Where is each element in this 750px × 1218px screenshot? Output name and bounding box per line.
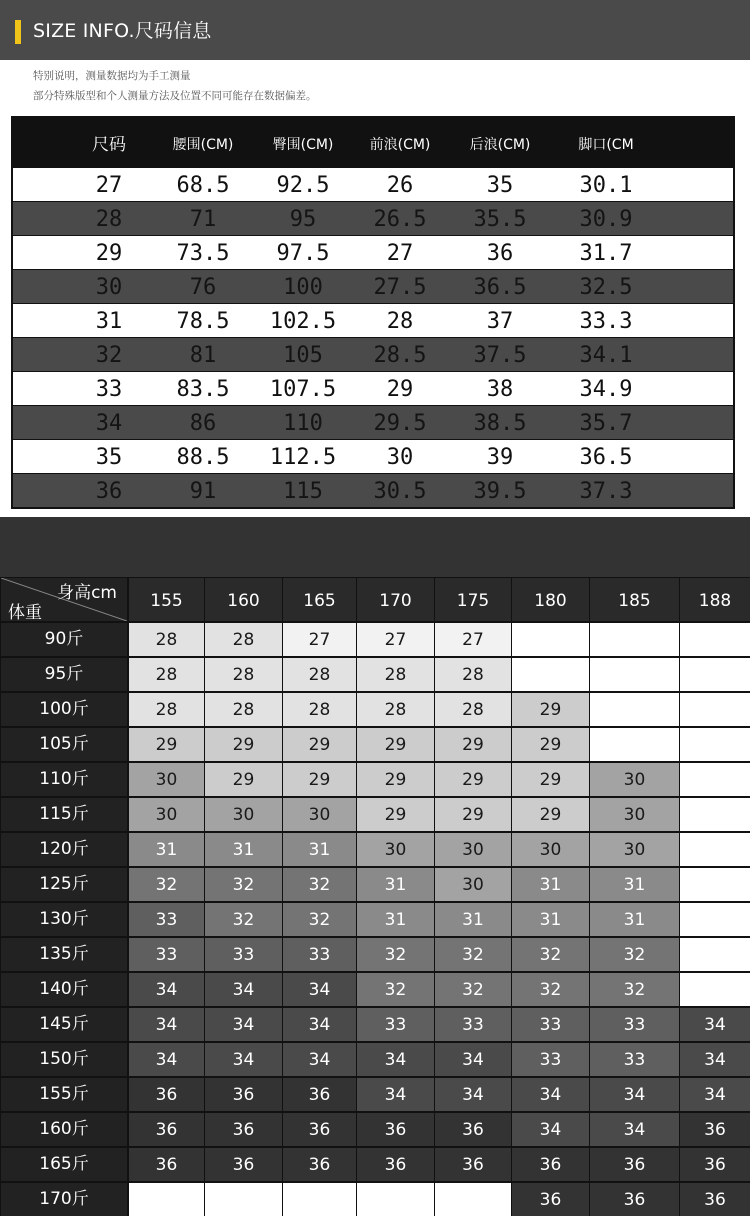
- grid-size-cell: 31: [357, 903, 434, 936]
- size-table-cell: 27.5: [373, 275, 427, 300]
- grid-size-cell: 33: [129, 903, 204, 936]
- grid-size-cell: 34: [590, 1078, 679, 1111]
- size-table-cell: 37.3: [579, 479, 633, 504]
- grid-size-cell: 34: [129, 1043, 204, 1076]
- size-table-cell: 105: [283, 343, 323, 368]
- grid-size-cell: [680, 868, 750, 901]
- size-table-cell: 36: [486, 241, 514, 266]
- size-table-cell: 95: [289, 207, 317, 232]
- grid-size-cell: 27: [357, 623, 434, 656]
- grid-size-cell: 29: [435, 798, 511, 831]
- grid-top-band: [0, 517, 750, 577]
- size-table-cell: 107.5: [269, 377, 337, 402]
- grid-size-cell: 30: [512, 833, 589, 866]
- grid-size-cell: 29: [205, 763, 282, 796]
- grid-height-header: 170: [357, 578, 434, 621]
- grid-size-cell: 31: [435, 903, 511, 936]
- grid-height-header: 165: [283, 578, 356, 621]
- grid-size-cell: 36: [435, 1113, 511, 1146]
- size-table-cell: 33.3: [579, 309, 633, 334]
- size-table-row: [13, 168, 733, 201]
- grid-size-cell: 28: [357, 658, 434, 691]
- grid-weight-label: 140斤: [1, 973, 127, 1006]
- grid-size-cell: 29: [357, 763, 434, 796]
- size-table-cell: 30: [386, 445, 414, 470]
- grid-size-cell: 36: [512, 1183, 589, 1216]
- size-table-cell: 27: [95, 173, 123, 198]
- grid-size-cell: 33: [590, 1043, 679, 1076]
- grid-size-cell: 34: [283, 1008, 356, 1041]
- grid-size-cell: 34: [205, 1043, 282, 1076]
- grid-size-cell: 31: [129, 833, 204, 866]
- grid-size-cell: 34: [283, 973, 356, 1006]
- grid-size-cell: 34: [129, 1008, 204, 1041]
- grid-size-cell: 29: [512, 798, 589, 831]
- size-table-cell: 37.5: [473, 343, 527, 368]
- size-table-cell: 29: [386, 377, 414, 402]
- grid-size-cell: 32: [435, 973, 511, 1006]
- size-table-cell: 33: [95, 377, 123, 402]
- size-table-cell: 81: [189, 343, 217, 368]
- grid-weight-label: 100斤: [1, 693, 127, 726]
- grid-weight-label: 145斤: [1, 1008, 127, 1041]
- grid-height-header: 180: [512, 578, 589, 621]
- size-table-header: [11, 116, 735, 168]
- size-table-cell: 36.5: [579, 445, 633, 470]
- grid-size-cell: 34: [590, 1113, 679, 1146]
- grid-size-cell: 30: [205, 798, 282, 831]
- grid-size-cell: [680, 833, 750, 866]
- grid-size-cell: 32: [205, 868, 282, 901]
- grid-size-cell: 36: [205, 1078, 282, 1111]
- size-table-cell: 30.1: [579, 173, 633, 198]
- grid-size-cell: 33: [205, 938, 282, 971]
- grid-weight-label: 150斤: [1, 1043, 127, 1076]
- grid-size-cell: 34: [512, 1113, 589, 1146]
- size-table-cell: 68.5: [176, 173, 230, 198]
- size-table-row: [13, 406, 733, 439]
- grid-size-cell: 29: [435, 763, 511, 796]
- size-table-cell: 86: [189, 411, 217, 436]
- size-table-cell: 29: [95, 241, 123, 266]
- size-table-cell: 35.7: [579, 411, 633, 436]
- size-table-cell: 34.1: [579, 343, 633, 368]
- grid-weight-label: 95斤: [1, 658, 127, 691]
- grid-size-cell: [129, 1183, 204, 1216]
- grid-size-cell: 31: [590, 868, 679, 901]
- grid-size-cell: [680, 623, 750, 656]
- page-header: [0, 0, 750, 60]
- grid-size-cell: [680, 973, 750, 1006]
- grid-size-cell: 34: [512, 1078, 589, 1111]
- size-table-cell: 78.5: [176, 309, 230, 334]
- size-table-cell: 31: [95, 309, 123, 334]
- grid-size-cell: 30: [435, 868, 511, 901]
- grid-size-cell: 36: [129, 1113, 204, 1146]
- grid-size-cell: 33: [512, 1008, 589, 1041]
- grid-weight-label: 130斤: [1, 903, 127, 936]
- grid-size-cell: 34: [680, 1078, 750, 1111]
- grid-size-cell: 31: [357, 868, 434, 901]
- grid-size-cell: 30: [129, 798, 204, 831]
- grid-size-cell: 28: [435, 658, 511, 691]
- size-table-cell: 29.5: [373, 411, 427, 436]
- grid-size-cell: [512, 623, 589, 656]
- grid-size-cell: 34: [357, 1078, 434, 1111]
- grid-size-cell: 32: [590, 973, 679, 1006]
- grid-size-cell: 34: [357, 1043, 434, 1076]
- grid-size-cell: 32: [512, 973, 589, 1006]
- size-table-cell: 83.5: [176, 377, 230, 402]
- size-table-header-cell: 臀围(CM): [272, 137, 334, 153]
- grid-size-cell: 29: [283, 763, 356, 796]
- grid-size-cell: 32: [512, 938, 589, 971]
- size-table-cell: 34: [95, 411, 123, 436]
- header-accent-bar: [15, 20, 21, 44]
- size-table-cell: 30.9: [579, 207, 633, 232]
- size-table-cell: 35.5: [473, 207, 527, 232]
- size-table-header-cell: 尺码: [92, 135, 126, 155]
- size-table-header-cell: 腰围(CM): [172, 137, 234, 153]
- grid-weight-label: 90斤: [1, 623, 127, 656]
- size-table-cell: 31.7: [579, 241, 633, 266]
- grid-size-cell: 36: [357, 1113, 434, 1146]
- grid-size-cell: 28: [129, 623, 204, 656]
- size-table-cell: 112.5: [269, 445, 337, 470]
- grid-size-cell: 32: [590, 938, 679, 971]
- size-table-cell: 34.9: [579, 377, 633, 402]
- measurement-notes: [33, 66, 317, 106]
- size-table-cell: 38: [486, 377, 514, 402]
- size-table-cell: 88.5: [176, 445, 230, 470]
- size-table-cell: 97.5: [276, 241, 330, 266]
- grid-size-cell: 29: [205, 728, 282, 761]
- grid-size-cell: [357, 1183, 434, 1216]
- grid-size-cell: 36: [512, 1148, 589, 1181]
- grid-corner-cell: [1, 578, 127, 621]
- grid-size-cell: [283, 1183, 356, 1216]
- grid-size-cell: 29: [512, 763, 589, 796]
- grid-size-cell: 36: [590, 1183, 679, 1216]
- note-line-1: 特别说明，测量数据均为手工测量: [33, 70, 191, 82]
- grid-size-cell: 31: [512, 903, 589, 936]
- size-table-cell: 32.5: [579, 275, 633, 300]
- grid-size-cell: 34: [680, 1008, 750, 1041]
- size-table-row: [13, 440, 733, 473]
- size-table-row: [13, 202, 733, 235]
- size-table-cell: 36.5: [473, 275, 527, 300]
- grid-size-cell: 36: [129, 1148, 204, 1181]
- grid-size-cell: 36: [357, 1148, 434, 1181]
- grid-size-cell: 30: [283, 798, 356, 831]
- grid-size-cell: 32: [357, 973, 434, 1006]
- grid-size-cell: 28: [283, 693, 356, 726]
- grid-size-cell: 29: [357, 728, 434, 761]
- grid-size-cell: 34: [435, 1078, 511, 1111]
- grid-size-cell: 30: [590, 763, 679, 796]
- size-table-header-cell: 前浪(CM): [369, 137, 431, 153]
- grid-size-cell: 28: [205, 623, 282, 656]
- size-table-row: [13, 338, 733, 371]
- grid-size-cell: [680, 693, 750, 726]
- page-title: SIZE INFO.尺码信息: [33, 20, 212, 42]
- size-table-cell: 100: [283, 275, 323, 300]
- size-table-cell: 76: [189, 275, 217, 300]
- grid-size-cell: [680, 728, 750, 761]
- grid-size-cell: 29: [512, 693, 589, 726]
- grid-size-cell: [680, 798, 750, 831]
- grid-size-cell: [680, 903, 750, 936]
- corner-height-label: 身高cm: [57, 583, 117, 603]
- grid-size-cell: 31: [205, 833, 282, 866]
- grid-size-cell: 36: [283, 1148, 356, 1181]
- grid-size-cell: 32: [129, 868, 204, 901]
- size-table-cell: 73.5: [176, 241, 230, 266]
- grid-size-cell: 34: [680, 1043, 750, 1076]
- grid-weight-label: 135斤: [1, 938, 127, 971]
- grid-size-cell: 28: [129, 693, 204, 726]
- size-table-cell: 35: [486, 173, 514, 198]
- grid-height-header: 155: [129, 578, 204, 621]
- grid-size-cell: 33: [435, 1008, 511, 1041]
- grid-size-cell: 33: [283, 938, 356, 971]
- grid-size-cell: [205, 1183, 282, 1216]
- size-table-cell: 27: [386, 241, 414, 266]
- grid-weight-label: 170斤: [1, 1183, 127, 1216]
- size-table-row: [13, 474, 733, 507]
- size-table-row: [13, 304, 733, 337]
- grid-size-cell: 36: [205, 1148, 282, 1181]
- size-table-header-cell: 脚口(CM: [578, 137, 634, 153]
- grid-size-cell: 28: [205, 658, 282, 691]
- grid-height-header: 188: [680, 578, 750, 621]
- grid-size-cell: 34: [129, 973, 204, 1006]
- grid-size-cell: 30: [590, 798, 679, 831]
- size-table-cell: 32: [95, 343, 123, 368]
- grid-size-cell: 36: [680, 1183, 750, 1216]
- grid-size-cell: 28: [357, 693, 434, 726]
- size-table-cell: 26.5: [373, 207, 427, 232]
- grid-height-header: 160: [205, 578, 282, 621]
- grid-size-cell: 36: [680, 1113, 750, 1146]
- grid-size-cell: 34: [205, 1008, 282, 1041]
- grid-size-cell: 36: [590, 1148, 679, 1181]
- grid-size-cell: 27: [283, 623, 356, 656]
- size-table-row: [13, 372, 733, 405]
- grid-weight-label: 125斤: [1, 868, 127, 901]
- grid-size-cell: [435, 1183, 511, 1216]
- grid-size-cell: [590, 693, 679, 726]
- grid-size-cell: [680, 938, 750, 971]
- grid-size-cell: 29: [512, 728, 589, 761]
- grid-size-cell: 27: [435, 623, 511, 656]
- grid-size-cell: [680, 658, 750, 691]
- grid-weight-label: 105斤: [1, 728, 127, 761]
- grid-size-cell: 33: [357, 1008, 434, 1041]
- size-table-cell: 110: [283, 411, 323, 436]
- size-table-cell: 36: [95, 479, 123, 504]
- grid-size-cell: 34: [283, 1043, 356, 1076]
- size-table-cell: 30: [95, 275, 123, 300]
- grid-size-cell: [680, 763, 750, 796]
- size-table-cell: 115: [283, 479, 323, 504]
- corner-weight-label: 体重: [8, 603, 42, 623]
- grid-size-cell: [590, 728, 679, 761]
- size-table-cell: 28: [95, 207, 123, 232]
- size-measurement-table: [11, 116, 735, 509]
- grid-size-cell: 34: [205, 973, 282, 1006]
- grid-size-cell: 28: [129, 658, 204, 691]
- grid-size-cell: [590, 658, 679, 691]
- size-table-cell: 102.5: [269, 309, 337, 334]
- grid-size-cell: 31: [590, 903, 679, 936]
- grid-size-cell: 28: [205, 693, 282, 726]
- grid-size-cell: 29: [435, 728, 511, 761]
- size-table-cell: 28.5: [373, 343, 427, 368]
- grid-size-cell: 30: [129, 763, 204, 796]
- grid-size-cell: 30: [357, 833, 434, 866]
- grid-size-cell: [512, 658, 589, 691]
- grid-size-cell: 29: [129, 728, 204, 761]
- grid-size-cell: 29: [283, 728, 356, 761]
- size-table-cell: 38.5: [473, 411, 527, 436]
- size-table-cell: 39.5: [473, 479, 527, 504]
- size-table-cell: 30.5: [373, 479, 427, 504]
- grid-size-cell: 36: [283, 1113, 356, 1146]
- grid-size-cell: 28: [283, 658, 356, 691]
- grid-size-cell: 36: [129, 1078, 204, 1111]
- size-table-header-cell: 后浪(CM): [469, 137, 531, 153]
- grid-size-cell: 36: [283, 1078, 356, 1111]
- size-table-cell: 91: [189, 479, 217, 504]
- grid-weight-label: 155斤: [1, 1078, 127, 1111]
- grid-size-cell: 36: [205, 1113, 282, 1146]
- size-table-row: [13, 270, 733, 303]
- grid-size-cell: 36: [680, 1148, 750, 1181]
- grid-size-cell: 33: [129, 938, 204, 971]
- grid-weight-label: 165斤: [1, 1148, 127, 1181]
- grid-size-cell: 30: [435, 833, 511, 866]
- note-line-2: 部分特殊版型和个人测量方法及位置不同可能存在数据偏差。: [33, 90, 317, 102]
- size-table-row: [13, 236, 733, 269]
- grid-size-cell: 32: [435, 938, 511, 971]
- grid-size-cell: 32: [283, 868, 356, 901]
- grid-size-cell: 36: [435, 1148, 511, 1181]
- size-table-cell: 39: [486, 445, 514, 470]
- size-table-cell: 26: [386, 173, 414, 198]
- grid-size-cell: 29: [357, 798, 434, 831]
- size-table-cell: 28: [386, 309, 414, 334]
- grid-weight-label: 120斤: [1, 833, 127, 866]
- grid-weight-label: 115斤: [1, 798, 127, 831]
- grid-size-cell: 30: [590, 833, 679, 866]
- grid-weight-label: 160斤: [1, 1113, 127, 1146]
- grid-size-cell: 31: [512, 868, 589, 901]
- height-weight-size-grid: [0, 577, 750, 1216]
- grid-size-cell: 32: [283, 903, 356, 936]
- size-table-cell: 92.5: [276, 173, 330, 198]
- grid-size-cell: 32: [357, 938, 434, 971]
- size-table-cell: 71: [189, 207, 217, 232]
- size-table-cell: 37: [486, 309, 514, 334]
- grid-size-cell: 33: [512, 1043, 589, 1076]
- grid-size-cell: 33: [590, 1008, 679, 1041]
- grid-size-cell: 32: [205, 903, 282, 936]
- grid-weight-label: 110斤: [1, 763, 127, 796]
- grid-height-header: 175: [435, 578, 511, 621]
- grid-size-cell: 34: [435, 1043, 511, 1076]
- grid-size-cell: [590, 623, 679, 656]
- size-table-cell: 35: [95, 445, 123, 470]
- grid-size-cell: 31: [283, 833, 356, 866]
- grid-size-cell: 28: [435, 693, 511, 726]
- grid-height-header: 185: [590, 578, 679, 621]
